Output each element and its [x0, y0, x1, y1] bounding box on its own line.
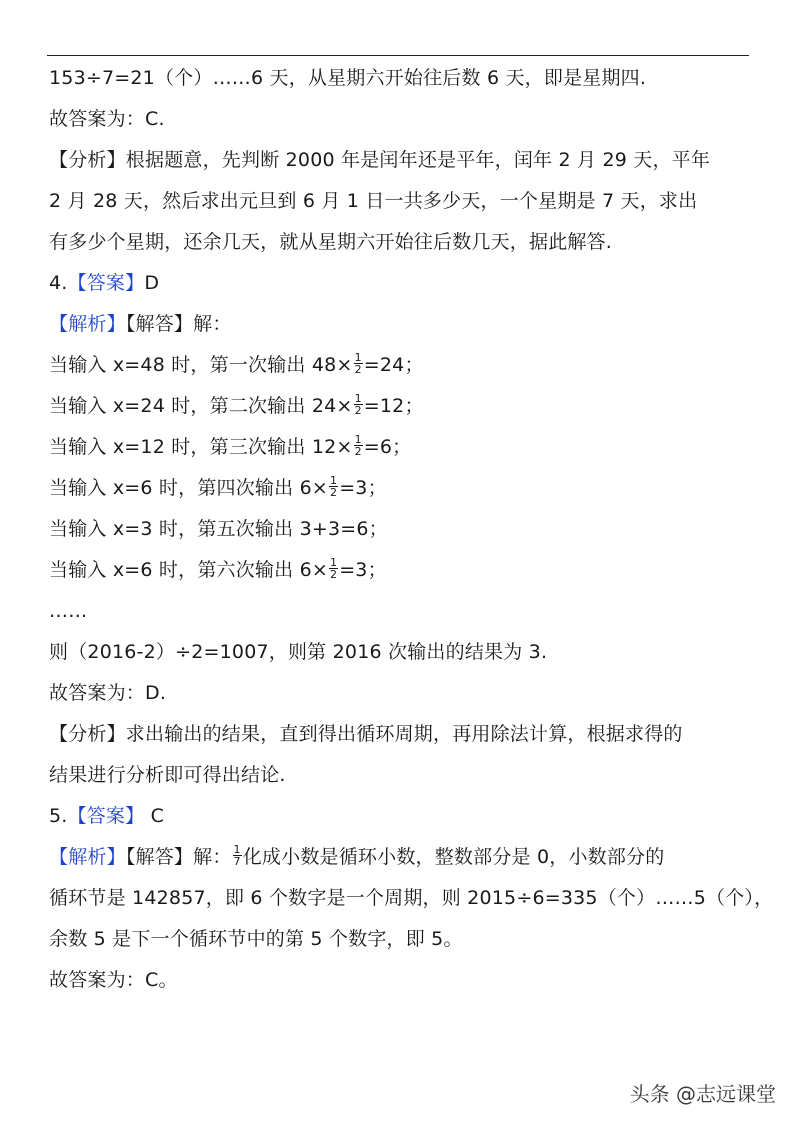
step-line: [49, 550, 749, 591]
fraction-numerator: 1: [233, 843, 241, 856]
ellipsis-line: ……: [49, 600, 88, 622]
fraction-one-half: [354, 393, 363, 416]
fraction-denominator: 2: [329, 568, 338, 581]
jiexi-tag: 【解析】: [49, 313, 126, 335]
step-text: 当输入 x=12 时，第三次输出 12×: [49, 436, 353, 458]
fraction-denominator: 2: [354, 445, 362, 458]
final-answer-line: 故答案为：C。: [49, 969, 178, 991]
text-line: 2 月 28 天，然后求出元旦到 6 月 1 日一共多少天，一个星期是 7 天，求出: [49, 190, 698, 212]
fraction-numerator: 1: [354, 433, 362, 446]
step-text: 当输入 x=48 时，第一次输出 48×: [49, 354, 353, 376]
answer-value: C: [144, 805, 165, 827]
question-5-answer: [49, 796, 749, 837]
question-number: 5.: [49, 805, 68, 827]
step-result: =3；: [339, 559, 387, 581]
step-line: [49, 468, 749, 509]
fraction-one-half: [354, 352, 363, 375]
answer-value: D: [144, 272, 160, 294]
question-number: 4.: [49, 272, 68, 294]
text-line: 有多少个星期，还余几天，就从星期六开始往后数几天，据此解答.: [49, 231, 613, 253]
fraction-denominator: 2: [354, 404, 362, 417]
fraction-numerator: 1: [354, 351, 362, 364]
step-result: =3；: [339, 477, 387, 499]
text-line: 故答案为：C.: [49, 108, 165, 130]
fraction-denominator: 2: [329, 486, 338, 499]
step-result: =12；: [363, 395, 424, 417]
solution-text: 化成小数是循环小数，整数部分是 0，小数部分的: [242, 846, 665, 868]
step-line: [49, 345, 749, 386]
step-result: =24；: [363, 354, 424, 376]
step-text: 当输入 x=6 时，第四次输出 6×: [49, 477, 328, 499]
jieda-label: 【解答】解：: [125, 846, 232, 868]
question-5-solution-line: [49, 837, 749, 878]
question-4-answer: [49, 263, 749, 304]
final-answer-line: 故答案为：D.: [49, 682, 167, 704]
step-text: 当输入 x=6 时，第六次输出 6×: [49, 559, 328, 581]
step-line: 当输入 x=3 时，第五次输出 3+3=6；: [49, 518, 388, 540]
document-body: [49, 58, 774, 1001]
fraction-one-half: [329, 557, 338, 580]
watermark: 头条 @志远课堂: [629, 1082, 776, 1106]
fraction-numerator: 1: [329, 556, 338, 569]
text-line: 循环节是 142857，即 6 个数字是一个周期，则 2015÷6=335（个）……5（个），: [49, 887, 774, 909]
question-4-solution-header: [49, 304, 749, 345]
text-line: 余数 5 是下一个循环节中的第 5 个数字，即 5。: [49, 928, 463, 950]
jiexi-tag: 【解析】: [49, 846, 126, 868]
fraction-numerator: 1: [354, 392, 362, 405]
fraction-one-half: [329, 475, 338, 498]
text-line: 则（2016-2）÷2=1007，则第 2016 次输出的结果为 3.: [49, 641, 548, 663]
answer-tag: 【答案】: [67, 805, 145, 827]
step-line: [49, 386, 749, 427]
fraction-numerator: 1: [329, 474, 338, 487]
step-result: =6；: [363, 436, 412, 458]
analysis-line: 【分析】求出输出的结果，直到得出循环周期，再用除法计算，根据求得的: [49, 723, 683, 745]
text-line: 结果进行分析即可得出结论.: [49, 764, 286, 786]
analysis-line: 【分析】根据题意，先判断 2000 年是闰年还是平年，闰年 2 月 29 天，平年: [49, 149, 711, 171]
step-text: 当输入 x=24 时，第二次输出 24×: [49, 395, 353, 417]
jieda-label: 【解答】解：: [125, 313, 232, 335]
fraction-denominator: 2: [354, 363, 362, 376]
answer-tag: 【答案】: [67, 272, 145, 294]
step-line: [49, 427, 749, 468]
fraction-denominator: 7: [233, 855, 241, 868]
text-line: 153÷7=21（个）……6 天，从星期六开始往后数 6 天，即是星期四.: [49, 67, 647, 89]
header-rule: [47, 55, 749, 56]
fraction-one-half: [354, 434, 363, 457]
fraction-one-seventh: [233, 844, 242, 867]
